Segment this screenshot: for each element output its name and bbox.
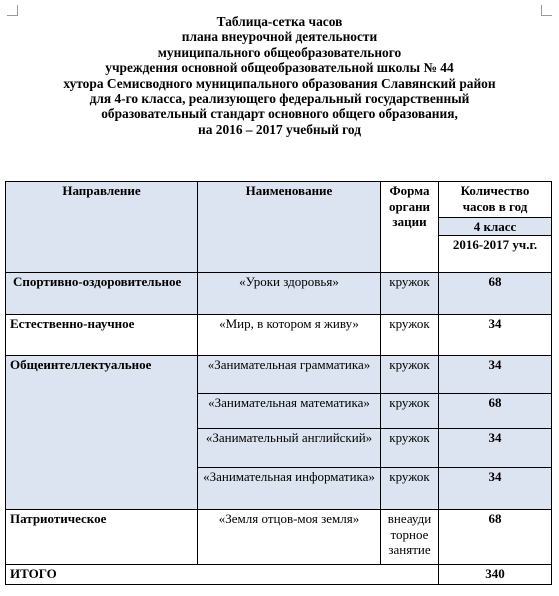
form-cell: кружок [381, 429, 439, 468]
form-cell: кружок [381, 468, 439, 510]
hours-cell: 34 [439, 429, 552, 468]
form-cell: кружок [381, 315, 439, 356]
header-direction: Направление [6, 182, 198, 273]
direction-cell: Естественно-научное [6, 315, 198, 356]
name-cell: «Занимательный английский» [198, 429, 381, 468]
direction-cell: Патриотическое [6, 510, 198, 565]
heading-line: хутора Семисводного муниципального образования Славянский район [63, 75, 496, 91]
header-name: Наименование [198, 182, 381, 273]
name-cell: «Земля отцов-моя земля» [198, 510, 381, 565]
direction-cell: Общеинтеллектуальное [6, 356, 198, 510]
name-cell: «Мир, в котором я живу» [198, 315, 381, 356]
header-year: 2016-2017 уч.г. [439, 236, 552, 273]
table-header-row [6, 182, 552, 218]
form-cell: кружок [381, 394, 439, 429]
heading-line: муниципального общеобразовательного [157, 44, 402, 60]
name-cell: «Занимательная информатика» [198, 468, 381, 510]
hours-cell: 34 [439, 315, 552, 356]
table-row [6, 315, 552, 356]
form-cell: кружок [381, 273, 439, 315]
hours-cell: 34 [439, 468, 552, 510]
name-cell: «Занимательная грамматика» [198, 356, 381, 394]
name-cell: «Уроки здоровья» [198, 273, 381, 315]
hours-cell: 68 [439, 510, 552, 565]
heading-line: на 2016 – 2017 учебный год [197, 121, 361, 137]
document-heading [0, 14, 559, 137]
form-cell: кружок [381, 356, 439, 394]
heading-line: Таблица-сетка часов [216, 14, 343, 29]
total-label: ИТОГО [6, 565, 439, 585]
header-hours: Количество часов в год [439, 182, 552, 218]
heading-line: для 4-го класса, реализующего федеральный государственный [89, 91, 470, 107]
table-row [6, 510, 552, 565]
header-form: Форма органи зации [381, 182, 439, 273]
hours-cell: 68 [439, 394, 552, 429]
hours-grid-table [5, 181, 552, 585]
table-row [6, 273, 552, 315]
heading-line: образовательный стандарт основного общего образования, [101, 106, 458, 122]
total-row [6, 565, 552, 585]
header-class: 4 класс [439, 218, 552, 236]
form-cell: внеауди торное занятие [381, 510, 439, 565]
direction-cell: Спортивно-оздоровительное [6, 273, 198, 315]
heading-line: плана внеурочной деятельности [181, 29, 378, 45]
heading-line: учреждения основной общеобразовательной школы № 44 [105, 60, 454, 76]
hours-cell: 34 [439, 356, 552, 394]
hours-cell: 68 [439, 273, 552, 315]
name-cell: «Занимательная математика» [198, 394, 381, 429]
total-hours: 340 [439, 565, 552, 585]
table-row [6, 356, 552, 394]
